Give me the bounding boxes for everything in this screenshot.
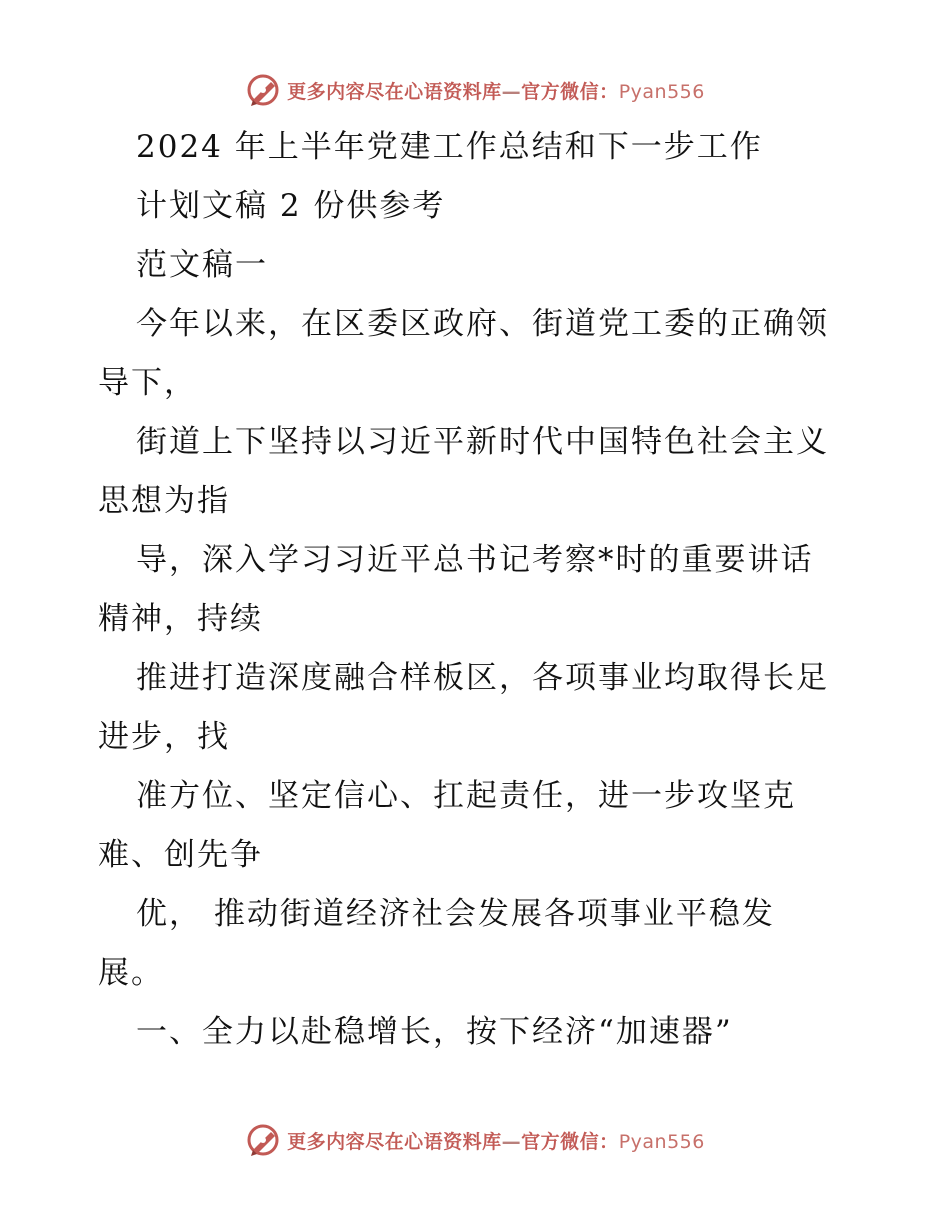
pen-logo-icon (245, 72, 281, 108)
text-line: 导下， (98, 365, 197, 401)
text-line: 计划文稿 2 份供参考 (136, 188, 446, 224)
text-line: 街道上下坚持以习近平新时代中国特色社会主义 (136, 424, 829, 460)
text-line: 今年以来，在区委区政府、街道党工委的正确领 (136, 306, 829, 342)
text-line: 思想为指 (98, 483, 230, 519)
text-line: 2024 年上半年党建工作总结和下一步工作 (136, 129, 763, 165)
document-body (98, 118, 858, 1062)
text-line: 精神，持续 (98, 601, 263, 637)
text-line: 难、创先争 (98, 837, 263, 873)
watermark-wechat-id: Pyan556 (618, 1130, 705, 1153)
text-line: 优， 推动街道经济社会发展各项事业平稳发 (136, 896, 775, 932)
watermark-brand: 更多内容尽在心语资料库 (287, 1130, 502, 1153)
watermark-brand: 更多内容尽在心语资料库 (287, 80, 502, 103)
watermark-text (287, 77, 705, 104)
watermark-wechat-label: 官方微信： (521, 1130, 619, 1153)
watermark-dash: — (501, 1130, 522, 1153)
text-line: 准方位、坚定信心、扛起责任，进一步攻坚克 (136, 778, 796, 814)
watermark-footer (0, 1120, 950, 1160)
text-line: 一、全力以赴稳增长，按下经济“加速器” (136, 1014, 733, 1050)
text-line: 进步，找 (98, 719, 230, 755)
text-line: 展。 (98, 955, 164, 991)
text-line: 推进打造深度融合样板区，各项事业均取得长足 (136, 660, 829, 696)
watermark-header (0, 70, 950, 110)
pen-logo-icon (245, 1122, 281, 1158)
watermark-dash: — (501, 80, 522, 103)
text-line: 导，深入学习习近平总书记考察*时的重要讲话 (136, 542, 814, 578)
watermark-wechat-id: Pyan556 (618, 80, 705, 103)
text-line: 范文稿一 (136, 247, 268, 283)
watermark-wechat-label: 官方微信： (521, 80, 619, 103)
watermark-text (287, 1127, 705, 1154)
